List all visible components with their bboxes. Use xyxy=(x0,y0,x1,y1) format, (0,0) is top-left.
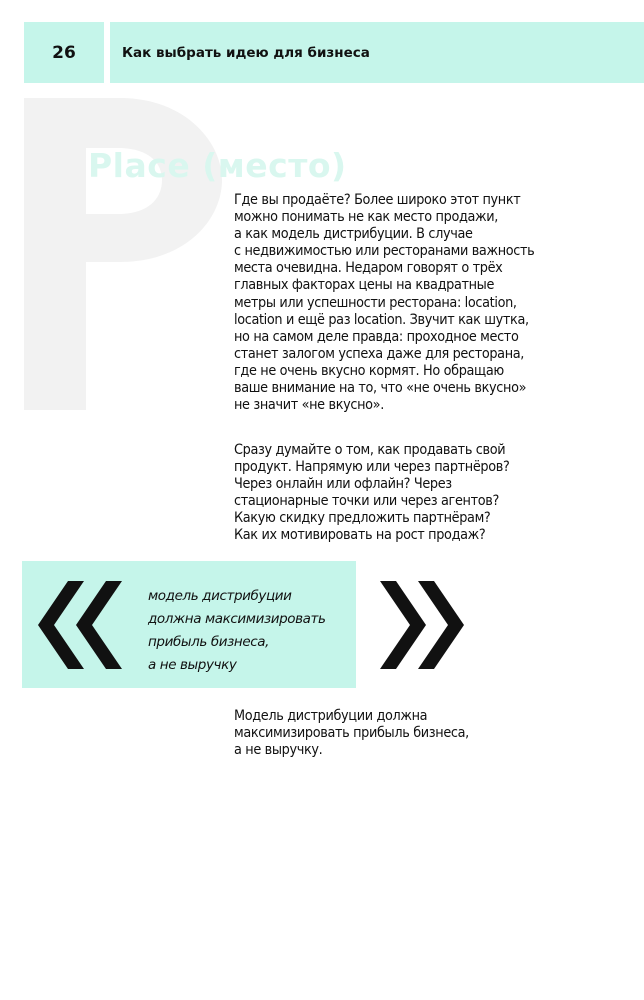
pull-quote-text xyxy=(148,585,326,677)
paragraph-line: location и ещё раз location. Звучит как шутка, xyxy=(234,311,529,328)
paragraph-line: места очевидна. Недаром говорят о трёх xyxy=(234,260,503,277)
paragraph-line: максимизировать прибыль бизнеса, xyxy=(234,725,469,742)
paragraph-line: с недвижимостью или ресторанами важность xyxy=(234,243,535,260)
opening-quote-icon xyxy=(38,581,124,669)
running-title: Как выбрать идею для бизнеса xyxy=(122,44,370,61)
paragraph-line: Сразу думайте о том, как продавать свой xyxy=(234,442,506,458)
paragraph-2 xyxy=(234,442,640,545)
paragraph-line: метры или успешности ресторана: location, xyxy=(234,294,517,311)
page-number: 26 xyxy=(52,42,76,63)
paragraph-line: Где вы продаёте? Более широко этот пункт xyxy=(234,192,521,208)
paragraph-line: главных факторах цены на квадратные xyxy=(234,277,495,294)
quote-line: модель дистрибуции xyxy=(148,588,292,604)
paragraph-line: а как модель дистрибуции. В случае xyxy=(234,226,473,243)
paragraph-line: Модель дистрибуции должна xyxy=(234,708,428,724)
paragraph-line: где не очень вкусно кормят. Но обращаю xyxy=(234,362,504,379)
quote-line: прибыль бизнеса, xyxy=(148,634,270,650)
paragraph-line: станет залогом успеха даже для ресторана, xyxy=(234,345,525,362)
paragraph-line: Через онлайн или офлайн? Через xyxy=(234,476,452,493)
quote-line: должна максимизировать xyxy=(148,611,326,627)
section-heading: Place (место) xyxy=(88,146,347,185)
paragraph-1 xyxy=(234,192,640,414)
quote-line: а не выручку xyxy=(148,657,237,673)
paragraph-line: ваше внимание на то, что «не очень вкусно» xyxy=(234,380,527,397)
paragraph-line: но на самом деле правда: проходное место xyxy=(234,328,519,345)
paragraph-line: стационарные точки или через агентов? xyxy=(234,493,499,510)
closing-quote-icon xyxy=(378,581,464,669)
paragraph-line: а не выручку. xyxy=(234,742,323,759)
paragraph-line: не значит «не вкусно». xyxy=(234,397,384,414)
paragraph-line: Как их мотивировать на рост продаж? xyxy=(234,527,486,544)
paragraph-line: Какую скидку предложить партнёрам? xyxy=(234,510,491,527)
paragraph-3 xyxy=(234,708,640,759)
paragraph-line: можно понимать не как место продажи, xyxy=(234,209,499,226)
paragraph-line: продукт. Напрямую или через партнёров? xyxy=(234,459,510,476)
